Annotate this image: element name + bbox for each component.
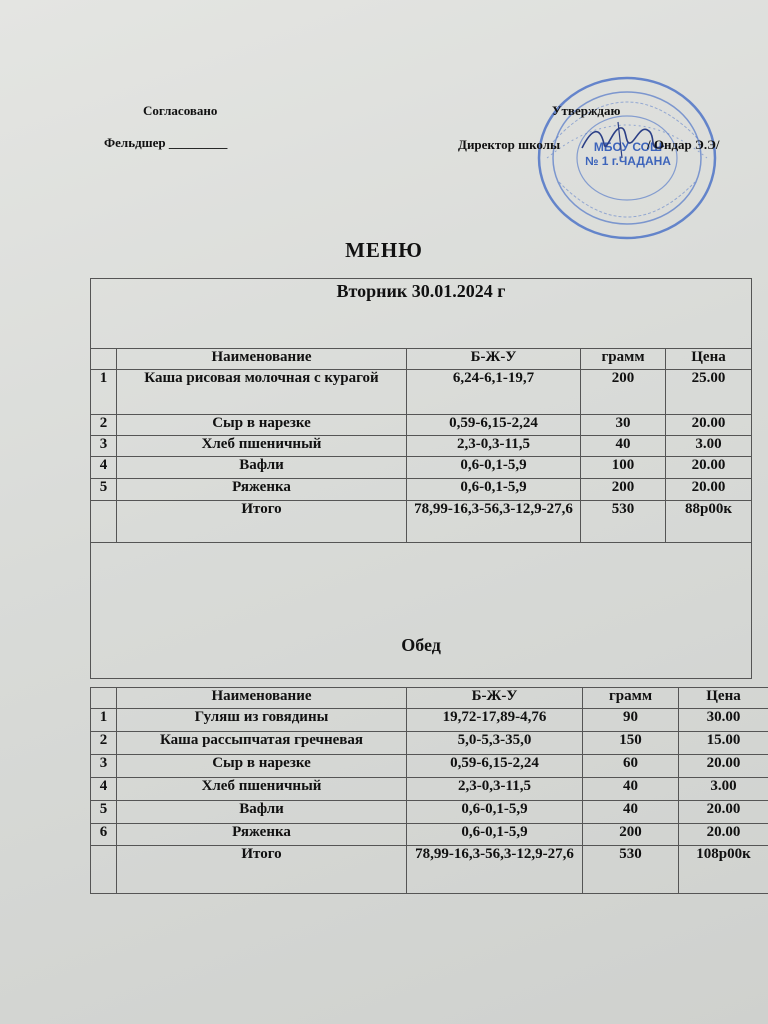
column-header: Наименование — [117, 688, 407, 709]
table-row: 3 Хлеб пшеничный 2,3-0,3-11,5 40 3.00 — [91, 436, 752, 457]
dish-bzu: 0,59-6,15-2,24 — [407, 415, 581, 436]
dish-gram: 200 — [581, 479, 666, 501]
dish-bzu: 0,6-0,1-5,9 — [407, 824, 583, 846]
agreed-label: Согласовано — [143, 103, 218, 118]
dish-gram: 90 — [583, 709, 679, 732]
dish-gram: 200 — [583, 824, 679, 846]
dish-bzu: 6,24-6,1-19,7 — [407, 370, 581, 415]
dish-name: Ряженка — [117, 479, 407, 501]
dish-bzu: 2,3-0,3-11,5 — [407, 778, 583, 801]
dish-gram: 30 — [581, 415, 666, 436]
table-row: 4 Вафли 0,6-0,1-5,9 100 20.00 — [91, 457, 752, 479]
dish-bzu: 0,59-6,15-2,24 — [407, 755, 583, 778]
dish-gram: 60 — [583, 755, 679, 778]
total-label: Итого — [117, 846, 407, 894]
menu-title: МЕНЮ — [345, 238, 423, 262]
dish-name: Каша рисовая молочная с курагой — [117, 370, 407, 415]
dish-name: Сыр в нарезке — [117, 415, 407, 436]
dish-price: 20.00 — [666, 479, 752, 501]
director-label: Директор школы — [458, 137, 561, 152]
breakfast-header-row — [91, 349, 752, 370]
dish-bzu: 0,6-0,1-5,9 — [407, 457, 581, 479]
stamp-school-name: МБОУ СОШ № 1 г.ЧАДАНА — [585, 140, 671, 168]
lunch-title: Обед — [401, 635, 441, 655]
dish-bzu: 2,3-0,3-11,5 — [407, 436, 581, 457]
dish-bzu: 5,0-5,3-35,0 — [407, 732, 583, 755]
approve-label: Утверждаю — [552, 103, 621, 118]
dish-price: 20.00 — [679, 824, 768, 846]
dish-name: Гуляш из говядины — [117, 709, 407, 732]
breakfast-table — [90, 278, 752, 679]
table-row: 5 Ряженка 0,6-0,1-5,9 200 20.00 — [91, 479, 752, 501]
lunch-header-row — [91, 688, 768, 709]
column-header: Б-Ж-У — [407, 349, 581, 370]
dish-price: 3.00 — [679, 778, 768, 801]
table-row: 2 Сыр в нарезке 0,59-6,15-2,24 30 20.00 — [91, 415, 752, 436]
dish-gram: 200 — [581, 370, 666, 415]
column-header: Цена — [679, 688, 768, 709]
director-name: / Ондар Э.Э/ — [647, 137, 720, 152]
total-label: Итого — [117, 501, 407, 543]
dish-price: 20.00 — [666, 457, 752, 479]
lunch-table — [90, 687, 768, 894]
total-row — [91, 846, 768, 894]
table-row: 3 Сыр в нарезке 0,59-6,15-2,24 60 20.00 — [91, 755, 768, 778]
table-row: 2 Каша рассыпчатая гречневая 5,0-5,3-35,0 150 15.00 — [91, 732, 768, 755]
lunch-title-row — [91, 543, 752, 679]
table-row: 5 Вафли 0,6-0,1-5,9 40 20.00 — [91, 801, 768, 824]
dish-price: 20.00 — [679, 755, 768, 778]
dish-gram: 100 — [581, 457, 666, 479]
table-row: 4 Хлеб пшеничный 2,3-0,3-11,5 40 3.00 — [91, 778, 768, 801]
breakfast-title-cell — [91, 279, 752, 349]
dish-price: 15.00 — [679, 732, 768, 755]
total-price: 108р00к — [679, 846, 768, 894]
dish-bzu: 0,6-0,1-5,9 — [407, 479, 581, 501]
dish-gram: 40 — [581, 436, 666, 457]
dish-gram: 40 — [583, 801, 679, 824]
dish-name: Вафли — [117, 801, 407, 824]
dish-name: Сыр в нарезке — [117, 755, 407, 778]
total-price: 88р00к — [666, 501, 752, 543]
dish-name: Вафли — [117, 457, 407, 479]
column-header: грамм — [581, 349, 666, 370]
dish-price: 20.00 — [679, 801, 768, 824]
feldsher-label: Фельдшер _________ — [104, 135, 228, 150]
dish-price: 30.00 — [679, 709, 768, 732]
dish-name: Каша рассыпчатая гречневая — [117, 732, 407, 755]
table-row: 6 Ряженка 0,6-0,1-5,9 200 20.00 — [91, 824, 768, 846]
column-header: грамм — [583, 688, 679, 709]
table-row: 1 Гуляш из говядины 19,72-17,89-4,76 90 30.00 — [91, 709, 768, 732]
dish-name: Хлеб пшеничный — [117, 778, 407, 801]
dish-name: Хлеб пшеничный — [117, 436, 407, 457]
total-gram: 530 — [583, 846, 679, 894]
dish-gram: 150 — [583, 732, 679, 755]
total-bzu: 78,99-16,3-56,3-12,9-27,6 — [407, 846, 583, 894]
table-row: 1 Каша рисовая молочная с курагой 6,24-6,1-19,7 200 25.00 — [91, 370, 752, 415]
dish-name: Ряженка — [117, 824, 407, 846]
total-row — [91, 501, 752, 543]
breakfast-title: Вторник 30.01.2024 г — [336, 281, 506, 301]
column-header: Б-Ж-У — [407, 688, 583, 709]
dish-price: 20.00 — [666, 415, 752, 436]
total-gram: 530 — [581, 501, 666, 543]
dish-price: 25.00 — [666, 370, 752, 415]
dish-bzu: 0,6-0,1-5,9 — [407, 801, 583, 824]
dish-price: 3.00 — [666, 436, 752, 457]
dish-bzu: 19,72-17,89-4,76 — [407, 709, 583, 732]
column-header: Цена — [666, 349, 752, 370]
dish-gram: 40 — [583, 778, 679, 801]
total-bzu: 78,99-16,3-56,3-12,9-27,6 — [407, 501, 581, 543]
column-header: Наименование — [117, 349, 407, 370]
